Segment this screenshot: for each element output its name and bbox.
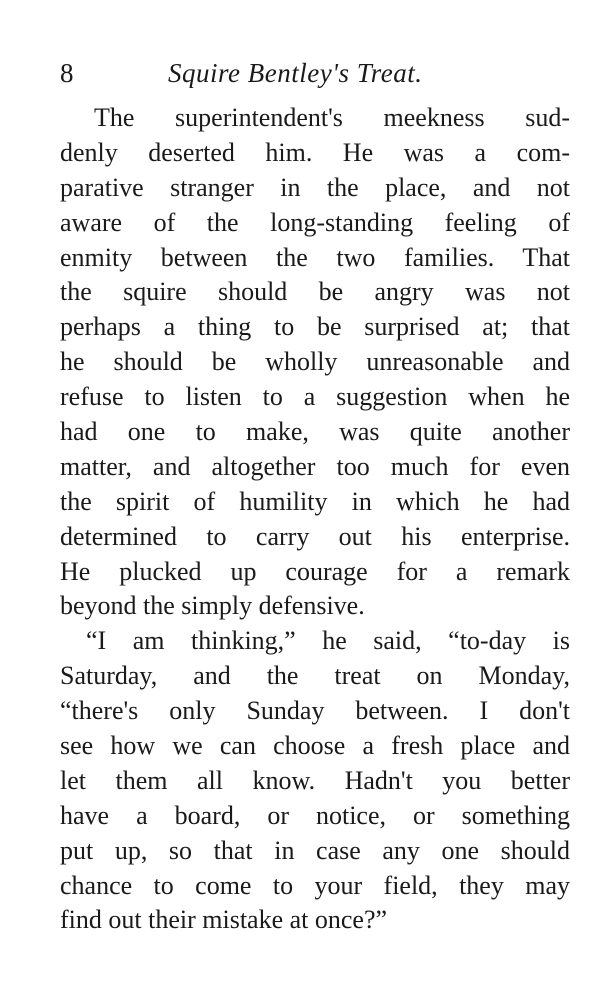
text-line: denly deserted him. He was a com- [60, 137, 570, 167]
text-line: aware of the long-standing feeling of [60, 207, 570, 237]
page-number: 8 [60, 58, 74, 88]
text-line: parative stranger in the place, and not [60, 172, 570, 202]
text-line: beyond the simply defensive. [60, 591, 365, 621]
text-line: Saturday, and the treat on Monday, [60, 661, 570, 691]
text-line: let them all know. Hadn't you better [60, 765, 570, 795]
text-line: have a board, or notice, or something [60, 800, 570, 830]
running-head [60, 55, 570, 91]
text-line: he should be wholly unreasonable and [60, 347, 570, 377]
text-line: the squire should be angry was not [60, 277, 570, 307]
text-line: find out their mistake at once?” [60, 905, 388, 935]
text-line: He plucked up courage for a remark [60, 556, 570, 586]
text-line: the spirit of humility in which he had [60, 486, 570, 516]
text-line: perhaps a thing to be surprised at; that [60, 312, 570, 342]
text-line: put up, so that in case any one should [60, 835, 570, 865]
text-line: matter, and altogether too much for even [60, 451, 570, 481]
text-line: The superintendent's meekness sud- [94, 103, 570, 132]
running-title: Squire Bentley's Treat. [168, 58, 423, 88]
text-line: see how we can choose a fresh place and [60, 731, 570, 761]
body-text [60, 101, 570, 938]
text-line: “I am thinking,” he said, “to-day is [86, 626, 570, 656]
text-line: chance to come to your field, they may [60, 870, 570, 900]
text-line: enmity between the two families. That [60, 242, 570, 272]
text-line: “there's only Sunday between. I don't [60, 696, 570, 726]
text-line: had one to make, was quite another [60, 417, 570, 447]
text-line: refuse to listen to a suggestion when he [60, 382, 570, 412]
text-line: determined to carry out his enterprise. [60, 521, 570, 551]
